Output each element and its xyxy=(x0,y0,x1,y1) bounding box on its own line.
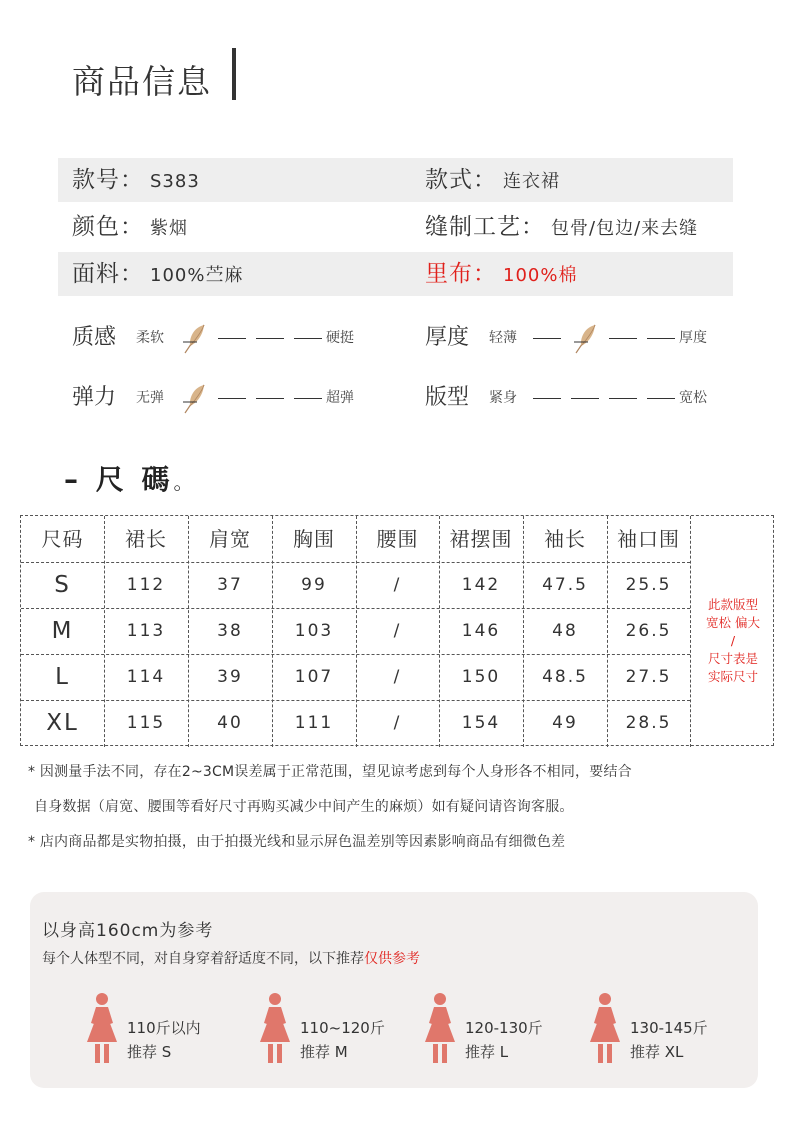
scale-label: 弹力 xyxy=(72,385,117,410)
table-cell: 28.5 xyxy=(625,713,672,733)
size-note-line: 宽松 偏大 xyxy=(706,615,760,630)
style-type-label: 款式： xyxy=(425,167,497,193)
figure-weight: 120-130斤 xyxy=(465,1019,543,1037)
size-note-line: 实际尺寸 xyxy=(707,669,758,684)
size-heading xyxy=(64,460,198,502)
table-header-cell: 裙摆围 xyxy=(449,527,513,551)
title-divider xyxy=(232,48,236,100)
scale-dash xyxy=(647,338,675,339)
table-cell: 48.5 xyxy=(542,667,588,687)
info-row-1 xyxy=(58,158,733,202)
table-cell: 47.5 xyxy=(542,575,588,595)
reference-subtitle xyxy=(42,948,420,968)
fabric-value: 100%苎麻 xyxy=(150,265,244,286)
body-figure-icon xyxy=(585,992,625,1064)
reference-title: 以身高160cm为参考 xyxy=(42,921,214,941)
scale-max-label: 硬挺 xyxy=(326,330,354,346)
footnote-measurement-cont: 自身数据（肩宽、腰围等看好尺寸再购买减少中间产生的麻烦）如有疑问请咨询客服。 xyxy=(34,799,574,815)
figure-recommend: 推荐 M xyxy=(300,1043,348,1061)
info-row-2 xyxy=(58,205,733,249)
leaf-marker-icon xyxy=(180,382,208,416)
size-note xyxy=(691,596,775,686)
footnote-color: * 店内商品都是实物拍摄，由于拍摄光线和显示屏色温差别等因素影响商品有细微色差 xyxy=(28,834,566,850)
figure-caption xyxy=(127,1016,201,1064)
scale-dash xyxy=(218,398,246,399)
size-label-cell: S xyxy=(54,572,71,598)
table-cell: 39 xyxy=(217,667,243,687)
table-cell: 115 xyxy=(126,713,166,733)
table-column-divider xyxy=(690,516,691,747)
table-header-cell: 袖长 xyxy=(544,527,586,551)
table-cell: / xyxy=(393,713,402,733)
info-row-3 xyxy=(58,252,733,296)
style-number-label: 款号： xyxy=(72,167,144,193)
leaf-marker-icon xyxy=(571,322,599,356)
scale-dash xyxy=(647,398,675,399)
craft xyxy=(425,205,698,249)
size-heading-mark: 。 xyxy=(173,470,198,494)
scale-dash xyxy=(256,398,284,399)
table-cell: 25.5 xyxy=(625,575,672,595)
scale-max-label: 超弹 xyxy=(326,390,354,406)
table-cell: 38 xyxy=(217,621,243,641)
size-heading-dash: – xyxy=(64,463,82,496)
reference-subtitle-text: 每个人体型不同，对自身穿着舒适度不同，以下推荐 xyxy=(42,951,364,967)
table-cell: 37 xyxy=(217,575,243,595)
table-cell: 99 xyxy=(301,575,327,595)
table-header-cell: 裙长 xyxy=(125,527,167,551)
size-note-line: 尺寸表是 xyxy=(707,651,758,666)
scale-max-label: 宽松 xyxy=(679,390,707,406)
table-cell: 150 xyxy=(461,667,501,687)
scale-dash xyxy=(256,338,284,339)
color-value: 紫烟 xyxy=(150,218,188,239)
table-header-cell: 胸围 xyxy=(293,527,335,551)
scale-label: 厚度 xyxy=(425,325,470,350)
figure-caption xyxy=(630,1016,708,1064)
scale-dash xyxy=(609,398,637,399)
lining-value: 100%棉 xyxy=(503,265,578,286)
size-reference-panel xyxy=(30,892,758,1088)
leaf-marker-icon xyxy=(180,322,208,356)
scale-label: 版型 xyxy=(425,385,470,410)
table-cell: 142 xyxy=(461,575,501,595)
table-cell: 114 xyxy=(126,667,166,687)
scale-dash xyxy=(294,338,322,339)
table-cell: 111 xyxy=(294,713,334,733)
figure-weight: 130-145斤 xyxy=(630,1019,708,1037)
fabric xyxy=(72,252,243,296)
page-title: 商品信息 xyxy=(72,62,212,101)
craft-value: 包骨/包边/来去缝 xyxy=(551,218,699,239)
table-cell: 113 xyxy=(126,621,166,641)
table-cell: / xyxy=(393,575,402,595)
table-cell: 49 xyxy=(552,713,578,733)
color xyxy=(72,205,188,249)
size-table xyxy=(20,515,774,746)
scale-dash xyxy=(294,398,322,399)
lining-label: 里布： xyxy=(425,261,497,287)
scale-track xyxy=(180,398,322,400)
scale-track xyxy=(533,398,675,400)
scale-track xyxy=(533,338,675,340)
lining xyxy=(425,252,577,296)
table-header-cell: 腰围 xyxy=(376,527,419,551)
scale-dash xyxy=(533,338,561,339)
size-heading-text: 尺 碼 xyxy=(95,463,174,496)
table-cell: / xyxy=(393,667,402,687)
scale-dash xyxy=(533,398,561,399)
style-number-value: S383 xyxy=(150,171,200,192)
scale-track xyxy=(180,338,322,340)
scale-dash xyxy=(571,398,599,399)
scale-label: 质感 xyxy=(72,325,117,350)
scale-min-label: 紧身 xyxy=(489,390,517,406)
scale-min-label: 无弹 xyxy=(136,390,164,406)
size-label-cell: M xyxy=(51,618,74,644)
table-cell: 26.5 xyxy=(625,621,672,641)
size-label-cell: L xyxy=(55,664,70,690)
style-type-value: 连衣裙 xyxy=(503,171,560,192)
footnote-measurement: * 因测量手法不同，存在2~3CM误差属于正常范围，望见谅考虑到每个人身形各不相同，要结合 xyxy=(28,764,632,780)
scale-max-label: 厚度 xyxy=(679,330,707,346)
figure-recommend: 推荐 S xyxy=(127,1043,172,1061)
table-cell: 107 xyxy=(294,667,334,687)
fabric-label: 面料： xyxy=(72,261,144,287)
section-header xyxy=(72,58,212,106)
table-header-cell: 尺码 xyxy=(41,527,84,551)
figure-weight: 110斤以内 xyxy=(127,1019,201,1037)
style-type xyxy=(425,158,560,202)
table-cell: 146 xyxy=(461,621,501,641)
style-number xyxy=(72,158,200,202)
body-figure-icon xyxy=(420,992,460,1064)
size-label-cell: XL xyxy=(46,710,79,736)
table-header-cell: 袖口围 xyxy=(617,527,680,551)
scale-dash xyxy=(218,338,246,339)
table-cell: 48 xyxy=(552,621,578,641)
table-header-cell: 肩宽 xyxy=(209,527,251,551)
figure-caption xyxy=(300,1016,385,1064)
table-cell: 40 xyxy=(217,713,243,733)
body-figure-icon xyxy=(82,992,122,1064)
size-note-line: 此款版型 xyxy=(707,597,758,612)
table-cell: 112 xyxy=(126,575,166,595)
scale-min-label: 轻薄 xyxy=(489,330,517,346)
body-figure-icon xyxy=(255,992,295,1064)
table-cell: 103 xyxy=(294,621,334,641)
reference-subtitle-highlight: 仅供参考 xyxy=(364,951,420,967)
table-cell: 154 xyxy=(461,713,501,733)
scale-min-label: 柔软 xyxy=(136,330,164,346)
scale-dash xyxy=(609,338,637,339)
figure-recommend: 推荐 XL xyxy=(630,1043,684,1061)
table-cell: / xyxy=(393,621,402,641)
figure-weight: 110~120斤 xyxy=(300,1019,385,1037)
figure-recommend: 推荐 L xyxy=(465,1043,509,1061)
size-note-line: / xyxy=(730,633,736,648)
table-cell: 27.5 xyxy=(625,667,672,687)
craft-label: 缝制工艺： xyxy=(425,214,545,240)
color-label: 颜色： xyxy=(72,214,144,240)
figure-caption xyxy=(465,1016,543,1064)
